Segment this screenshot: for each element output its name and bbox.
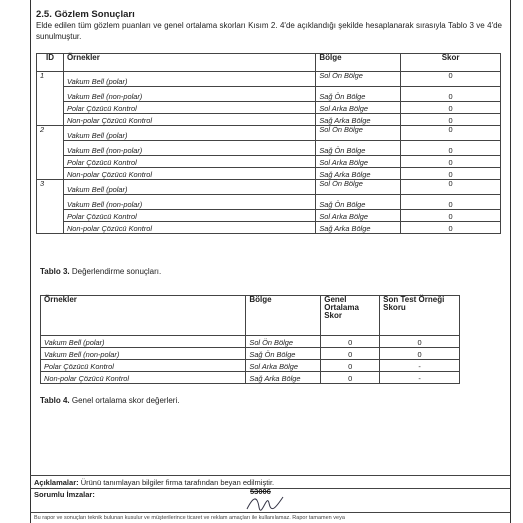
section-title: 2.5. Gözlem Sonuçları xyxy=(36,9,135,20)
region-cell: Sol Arka Bölge xyxy=(316,102,401,114)
score-cell: 0 xyxy=(401,156,501,168)
sample-cell: Vakum Bell (polar) xyxy=(41,336,246,348)
score-cell: 0 xyxy=(401,210,501,222)
score-cell: 0 xyxy=(401,87,501,102)
score-cell: 0 xyxy=(401,180,501,195)
sample-cell: Vakum Bell (non-polar) xyxy=(41,348,246,360)
region-cell: Sol Ön Bölge xyxy=(316,72,401,87)
signatures-label-text: Sorumlu İmzalar: xyxy=(34,490,95,499)
final-score-cell: - xyxy=(380,360,460,372)
table-row xyxy=(41,348,460,360)
sample-cell: Vakum Bell (non-polar) xyxy=(63,141,315,156)
average-score-table xyxy=(40,295,460,384)
average-cell: 0 xyxy=(321,360,380,372)
divider xyxy=(30,512,510,513)
table-row xyxy=(37,180,501,195)
table-header-region: Bölge xyxy=(246,296,321,336)
sample-cell: Vakum Bell (polar) xyxy=(63,126,315,141)
table-header-samples: Örnekler xyxy=(41,296,246,336)
score-cell: 0 xyxy=(401,114,501,126)
table3-caption-label: Tablo 3. xyxy=(40,267,70,276)
sample-cell: Non-polar Çözücü Kontrol xyxy=(41,372,246,384)
average-cell: 0 xyxy=(321,348,380,360)
score-cell: 0 xyxy=(401,126,501,141)
table-row xyxy=(41,372,460,384)
sample-cell: Vakum Bell (polar) xyxy=(63,72,315,87)
table-row xyxy=(41,360,460,372)
table-row xyxy=(37,222,501,234)
score-cell: 0 xyxy=(401,195,501,210)
table3-caption xyxy=(40,267,161,276)
region-cell: Sağ Ön Bölge xyxy=(246,348,321,360)
notes-text: Ürünü tanımlayan bilgiler firma tarafından beyan edilmiştir. xyxy=(78,478,275,487)
table-row xyxy=(37,195,501,210)
table-row xyxy=(37,126,501,141)
region-cell: Sol Ön Bölge xyxy=(316,126,401,141)
table3-caption-text: Değerlendirme sonuçları. xyxy=(69,267,162,276)
region-cell: Sağ Ön Bölge xyxy=(316,195,401,210)
sample-cell: Non-polar Çözücü Kontrol xyxy=(63,114,315,126)
table4-caption-label: Tablo 4. xyxy=(40,396,70,405)
table-row xyxy=(37,141,501,156)
score-cell: 0 xyxy=(401,222,501,234)
sample-cell: Vakum Bell (polar) xyxy=(63,180,315,195)
region-cell: Sol Arka Bölge xyxy=(246,360,321,372)
notes xyxy=(34,478,274,487)
sample-cell: Non-polar Çözücü Kontrol xyxy=(63,222,315,234)
sample-cell: Vakum Bell (non-polar) xyxy=(63,195,315,210)
results-table xyxy=(36,53,501,234)
final-score-cell: 0 xyxy=(380,336,460,348)
region-cell: Sağ Ön Bölge xyxy=(316,87,401,102)
table-header-average: Genel Ortalama Skor xyxy=(321,296,380,336)
score-cell: 0 xyxy=(401,102,501,114)
region-cell: Sağ Arka Bölge xyxy=(316,114,401,126)
final-score-cell: - xyxy=(380,372,460,384)
average-cell: 0 xyxy=(321,336,380,348)
section-intro: Elde edilen tüm gözlem puanları ve genel ortalama skorları Kısım 2. 4'de açıklandığı şekilde hesaplanarak sırasıyla Tablo 3 ve 4'de sunulmuştur. xyxy=(36,21,502,41)
group-id-cell: 2 xyxy=(37,126,64,180)
final-score-cell: 0 xyxy=(380,348,460,360)
table-header-samples: Örnekler xyxy=(63,54,315,72)
table-header-score: Skor xyxy=(401,54,501,72)
signature-icon xyxy=(245,491,285,513)
group-id-cell: 1 xyxy=(37,72,64,126)
sample-cell: Vakum Bell (non-polar) xyxy=(63,87,315,102)
region-cell: Sol Ön Bölge xyxy=(246,336,321,348)
notes-label: Açıklamalar: xyxy=(34,478,79,487)
table-header-region: Bölge xyxy=(316,54,401,72)
score-cell: 0 xyxy=(401,168,501,180)
divider xyxy=(30,475,510,476)
signatures-label xyxy=(34,490,95,499)
signature-number: 53006 xyxy=(250,487,271,496)
region-cell: Sol Ön Bölge xyxy=(316,180,401,195)
score-cell: 0 xyxy=(401,72,501,87)
average-cell: 0 xyxy=(321,372,380,384)
group-id-cell: 3 xyxy=(37,180,64,234)
table-row xyxy=(37,156,501,168)
sample-cell: Polar Çözücü Kontrol xyxy=(63,156,315,168)
fine-print: Bu rapor ve sonuçları teknik bulunan kusulur ve müşterilerince ticaret ve reklam amaçları ile kullanılamaz. Rapor tamamen veya xyxy=(34,515,345,521)
region-cell: Sağ Ön Bölge xyxy=(316,141,401,156)
table-row xyxy=(41,336,460,348)
region-cell: Sol Arka Bölge xyxy=(316,210,401,222)
table-row xyxy=(37,168,501,180)
sample-cell: Polar Çözücü Kontrol xyxy=(41,360,246,372)
table-row xyxy=(37,87,501,102)
region-cell: Sol Arka Bölge xyxy=(316,156,401,168)
table-header-id: ID xyxy=(37,54,64,72)
sample-cell: Polar Çözücü Kontrol xyxy=(63,102,315,114)
table-row xyxy=(37,210,501,222)
table4-caption xyxy=(40,396,179,405)
region-cell: Sağ Arka Bölge xyxy=(246,372,321,384)
table-row xyxy=(37,114,501,126)
region-cell: Sağ Arka Bölge xyxy=(316,222,401,234)
table-row xyxy=(37,72,501,87)
table-row xyxy=(37,102,501,114)
region-cell: Sağ Arka Bölge xyxy=(316,168,401,180)
sample-cell: Polar Çözücü Kontrol xyxy=(63,210,315,222)
table4-caption-text: Genel ortalama skor değerleri. xyxy=(69,396,180,405)
table-header-final: Son Test Örneği Skoru xyxy=(380,296,460,336)
sample-cell: Non-polar Çözücü Kontrol xyxy=(63,168,315,180)
score-cell: 0 xyxy=(401,141,501,156)
